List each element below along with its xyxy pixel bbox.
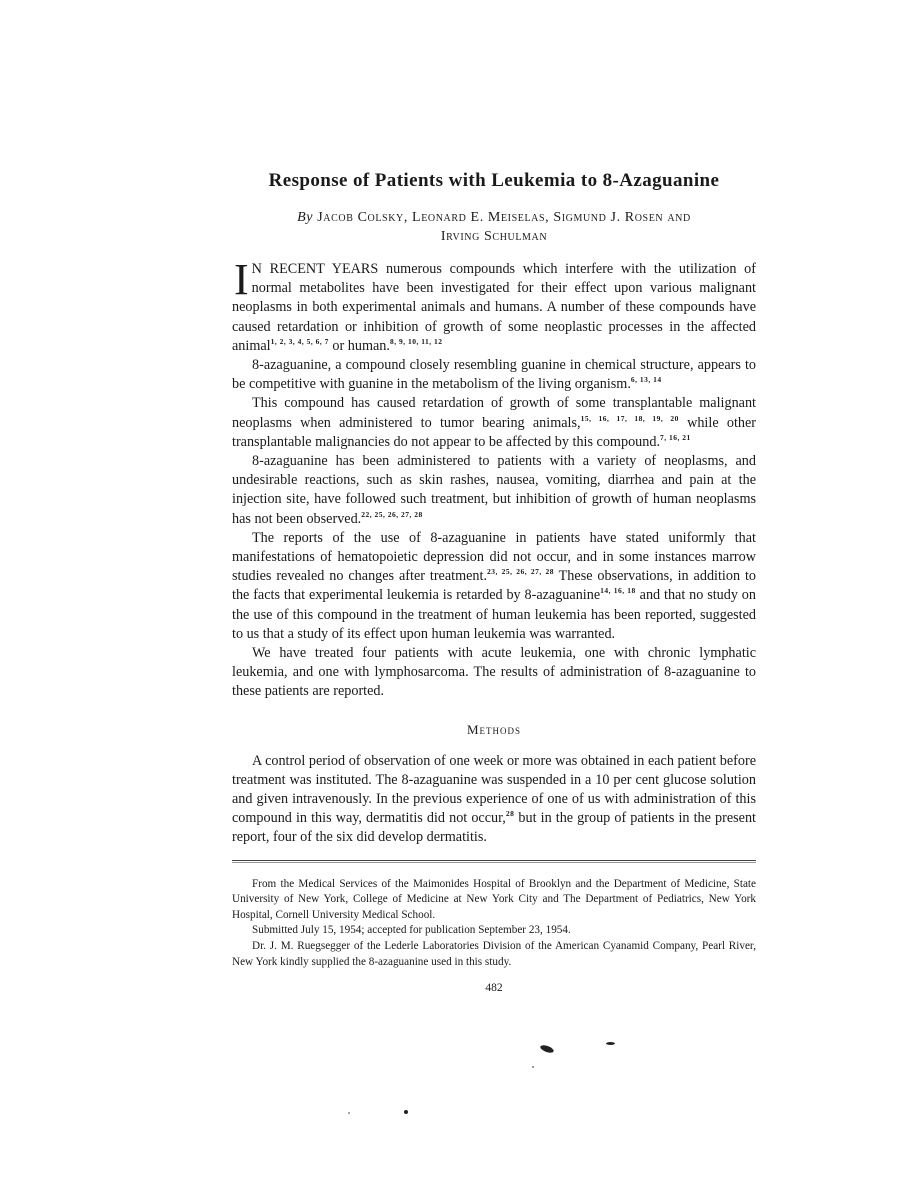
footnote-acknowledgment: Dr. J. M. Ruegsegger of the Lederle Laboratories Division of the American Cyanamid Company, Pearl River, New York kindly supplied the 8-azaguanine used in this study. [232, 940, 756, 968]
reference-marker: 1, 2, 3, 4, 5, 6, 7 [270, 336, 329, 346]
scan-artifact [404, 1110, 408, 1114]
author-byline [232, 208, 756, 246]
intro-4-text: 8-azaguanine has been administered to patients with a variety of neoplasms, and undesirable reactions, such as skin rashes, nausea, vomiting, diarrhea and pain at the injection site, have followed such treatment, but inhibition of growth of human neoplasms has not been observed. [232, 453, 756, 527]
footnotes [232, 877, 756, 971]
intro-1-text: numerous compounds which interfere with the utilization of normal metabolites have been investigated for their effect upon various malignant neoplasms in both experimental animals and humans. A number of these compounds have caused retardation or inhibition of growth of some neoplastic processes in the affected animal [232, 261, 756, 354]
intro-5-text-b: These observations, in addition to the facts that experimental leukemia is retarded by 8-azaguanine [232, 568, 757, 604]
introduction [232, 255, 757, 702]
intro-5-text-a: The reports of the use of 8-azaguanine in patients have stated uniformly that manifestations of hematopoietic depression did not occur, and in some instances marrow studies revealed no changes after treatment. [232, 529, 756, 585]
reference-marker: 22, 25, 26, 27, 28 [361, 509, 423, 519]
scan-artifact [539, 1044, 554, 1054]
reference-marker: 15, 16, 17, 18, 19, 20 [580, 413, 679, 423]
scan-artifact [532, 1066, 534, 1068]
paragraph-intro-6 [232, 644, 756, 702]
page-number: 482 [485, 982, 503, 995]
article [232, 170, 756, 994]
authors-line-2: Irving Schulman [440, 229, 548, 244]
reference-marker: 23, 25, 26, 27, 28 [487, 567, 554, 577]
byline-prefix: By [297, 210, 314, 225]
intro-3-text-b: while other transplantable malignancies do not appear to be affected by this compound. [232, 414, 757, 450]
paragraph-intro-5 [232, 529, 756, 644]
drop-cap: I [234, 255, 249, 304]
intro-2-text: 8-azaguanine, a compound closely resembling guanine in chemical structure, appears to be competitive with guanine in the metabolism of the living organism. [232, 357, 756, 393]
article-title: Response of Patients with Leukemia to 8-Azaguanine [268, 170, 720, 191]
footnote-divider [232, 860, 756, 863]
footnote-affiliation: From the Medical Services of the Maimonides Hospital of Brooklyn and the Department of Medicine, State University of New York, College of Medicine at New York City and The Department of Pediatrics, New York Hospital, Cornell University Medical School. [232, 877, 756, 921]
methods-section [232, 752, 756, 848]
authors-line-1: Jacob Colsky, Leonard E. Meiselas, Sigmund J. Rosen and [317, 210, 691, 225]
paragraph-intro-1 [232, 255, 756, 356]
reference-marker: 7, 16, 21 [660, 432, 691, 442]
scan-artifact [348, 1112, 350, 1114]
intro-6-text: We have treated four patients with acute leukemia, one with chronic lymphatic leukemia, and one with lymphosarcoma. The results of administration of 8-azaguanine to these patients are reported. [232, 645, 756, 700]
reference-marker: 6, 13, 14 [630, 375, 662, 385]
paragraph-intro-2 [232, 356, 756, 394]
methods-1-text-b: but in the group of patients in the present report, four of the six did develop dermatitis. [232, 810, 757, 846]
intro-3-text-a: This compound has caused retardation of growth of some transplantable malignant neoplasms when administered to tumor bearing animals, [232, 395, 756, 431]
paragraph-intro-4 [232, 452, 756, 529]
paragraph-methods-1 [232, 752, 756, 848]
methods-heading: Methods [466, 721, 522, 737]
methods-1-text-a: A control period of observation of one week or more was obtained in each patient before treatment was instituted. The 8-azaguanine was suspended in a 10 per cent glucose solution and given intravenously. In the previous experience of one of us with administration of this compound in this way, dermatitis did not occur, [232, 752, 756, 827]
intro-5-text-c: and that no study on the use of this compound in the treatment of human leukemia has been reported, suggested to us that a study of its effect upon human leukemia was warranted. [232, 587, 756, 642]
scan-artifact [606, 1042, 615, 1045]
footnote-submitted: Submitted July 15, 1954; accepted for publication September 23, 1954. [252, 924, 571, 937]
reference-marker: 28 [505, 809, 515, 819]
reference-marker: 8, 9, 10, 11, 12 [389, 336, 443, 346]
intro-1-mid: or human. [328, 337, 390, 354]
paragraph-intro-3 [232, 394, 756, 452]
reference-marker: 14, 16, 18 [600, 586, 636, 596]
lead-in-caps: N RECENT YEARS [251, 261, 379, 277]
